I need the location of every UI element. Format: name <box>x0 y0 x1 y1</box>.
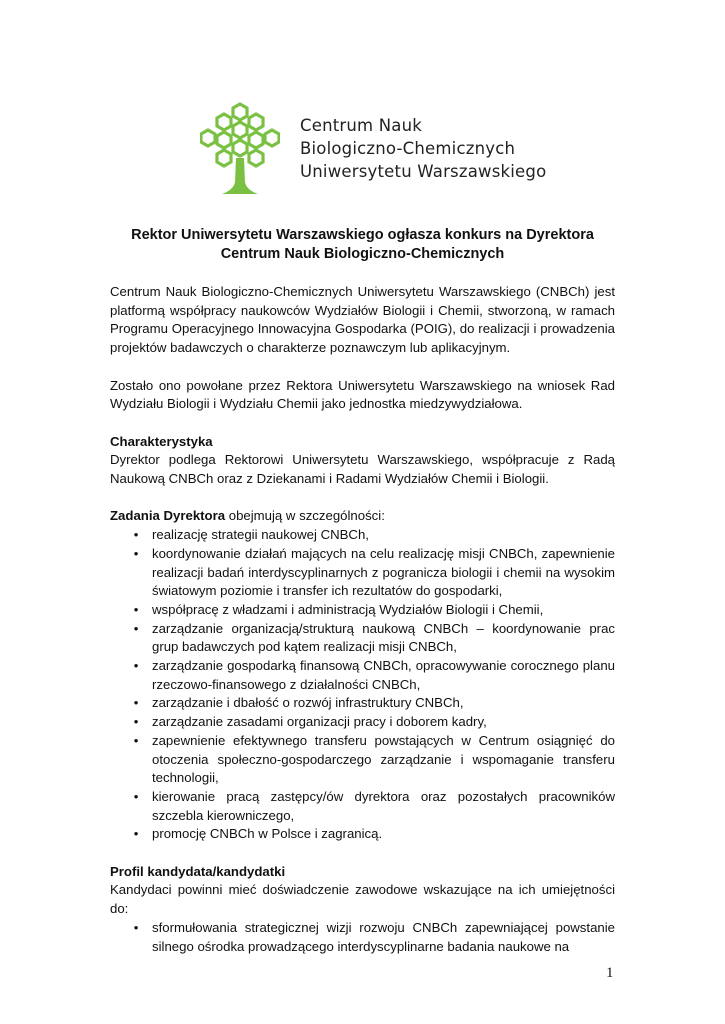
bullet-icon: • <box>133 527 139 543</box>
list-item <box>110 526 615 545</box>
list-item-text: promocję CNBCh w Polsce i zagranicą. <box>152 826 383 842</box>
title-line-1: Rektor Uniwersytetu Warszawskiego ogłasza konkurs na Dyrektora <box>131 227 594 243</box>
logo-line-3: Uniwersytetu Warszawskiego <box>300 162 547 181</box>
list-item-text: kierowanie pracą zastępcy/ów dyrektora oraz pozostałych pracowników szczebla kierowniczego, <box>152 788 615 823</box>
list-item-text: zarządzanie organizacją/strukturą naukową CNBCh – koordynowanie prac grup badawczych pod kątem realizacji misji CNBCh, <box>152 620 615 655</box>
tasks-heading: Zadania Dyrektora <box>110 508 226 524</box>
logo-line-1: Centrum Nauk <box>300 116 423 135</box>
bullet-icon: • <box>133 695 139 711</box>
established-paragraph: Zostało ono powołane przez Rektora Uniwersytetu Warszawskiego na wniosek Rad Wydziału Biologii i Wydziału Chemii jako jednostka miedzywydziałowa. <box>110 377 615 412</box>
list-item-text: współpracę z władzami i administracją Wydziałów Biologii i Chemii, <box>152 601 544 617</box>
list-item <box>110 620 615 657</box>
list-item-text: zarządzanie gospodarką finansową CNBCh, opracowywanie corocznego planu rzeczowo-finansowego z działalności CNBCh, <box>152 658 615 692</box>
list-item <box>110 694 615 713</box>
cnbch-logo <box>200 100 550 200</box>
intro-paragraph: Centrum Nauk Biologiczno-Chemicznych Uniwersytetu Warszawskiego (CNBCh) jest platformą współpracy naukowców Wydziałów Biologii i Chemii, stworzoną, w ramach Programu Operacyjnego Innowacyjna Gospodarka (POIG), do realizacji i prowadzenia projektów badawczych o charakterze poznawczym lub aplikacyjnym. <box>110 284 615 356</box>
list-item <box>110 825 615 844</box>
characteristics-section <box>110 433 615 489</box>
title-line-2: Centrum Nauk Biologiczno-Chemicznych <box>220 246 505 262</box>
list-item <box>110 788 615 825</box>
list-item <box>110 601 615 620</box>
logo-wordmark <box>300 114 546 183</box>
logo-line-2: Biologiczno-Chemicznych <box>300 139 516 158</box>
bullet-icon: • <box>133 620 139 636</box>
characteristics-heading: Charakterystyka <box>110 433 213 449</box>
profile-text: Kandydaci powinni mieć doświadczenie zawodowe wskazujące na ich umiejętności do: <box>110 882 615 917</box>
characteristics-text: Dyrektor podlega Rektorowi Uniwersytetu Warszawskiego, współpracuje z Radą Naukową CNBCh oraz z Dziekanami i Radami Wydziałów Chemii i Biologii. <box>110 452 615 486</box>
list-item <box>110 713 615 732</box>
list-item <box>110 545 615 601</box>
list-item <box>110 657 615 694</box>
list-item-text: koordynowanie działań mających na celu realizację misji CNBCh, zapewnienie realizacji badań interdyscyplinarnych z pogranicza biologii i chemii na wysokim światowym poziomie i transfer ich rezultatów do gospodarki, <box>152 545 615 599</box>
announcement-title <box>90 226 635 264</box>
bullet-icon: • <box>133 919 139 935</box>
tasks-list <box>110 526 615 844</box>
list-item-text: sformułowania strategicznej wizji rozwoju CNBCh zapewniającej powstanie silnego ośrodka prowadzącego interdyscyplinarne badania naukowe na <box>152 919 615 954</box>
bullet-icon: • <box>133 732 139 748</box>
page-number: 1 <box>606 965 614 981</box>
tasks-heading-rest: obejmują w szczególności: <box>225 508 385 524</box>
list-item-text: zarządzanie i dbałość o rozwój infrastruktury CNBCh, <box>152 695 464 711</box>
profile-list <box>110 919 615 956</box>
tasks-section <box>110 507 615 844</box>
bullet-icon: • <box>133 788 139 804</box>
bullet-icon: • <box>133 601 139 617</box>
list-item-text: zapewnienie efektywnego transferu powstających w Centrum osiągnięć do otoczenia społeczno-gospodarczego zarządzanie i wspomaganie transferu technologii, <box>152 732 615 786</box>
bullet-icon: • <box>133 658 139 674</box>
profile-heading: Profil kandydata/kandydatki <box>110 863 286 879</box>
list-item-text: realizację strategii naukowej CNBCh, <box>152 527 369 543</box>
hexagon-tree-icon <box>200 100 280 200</box>
list-item <box>110 919 615 956</box>
tasks-intro <box>110 507 615 526</box>
bullet-icon: • <box>133 714 139 730</box>
list-item <box>110 732 615 788</box>
list-item-text: zarządzanie zasadami organizacji pracy i doborem kadry, <box>152 714 487 730</box>
bullet-icon: • <box>133 826 139 842</box>
document-body <box>110 283 615 975</box>
profile-section <box>110 863 615 957</box>
bullet-icon: • <box>133 545 139 561</box>
